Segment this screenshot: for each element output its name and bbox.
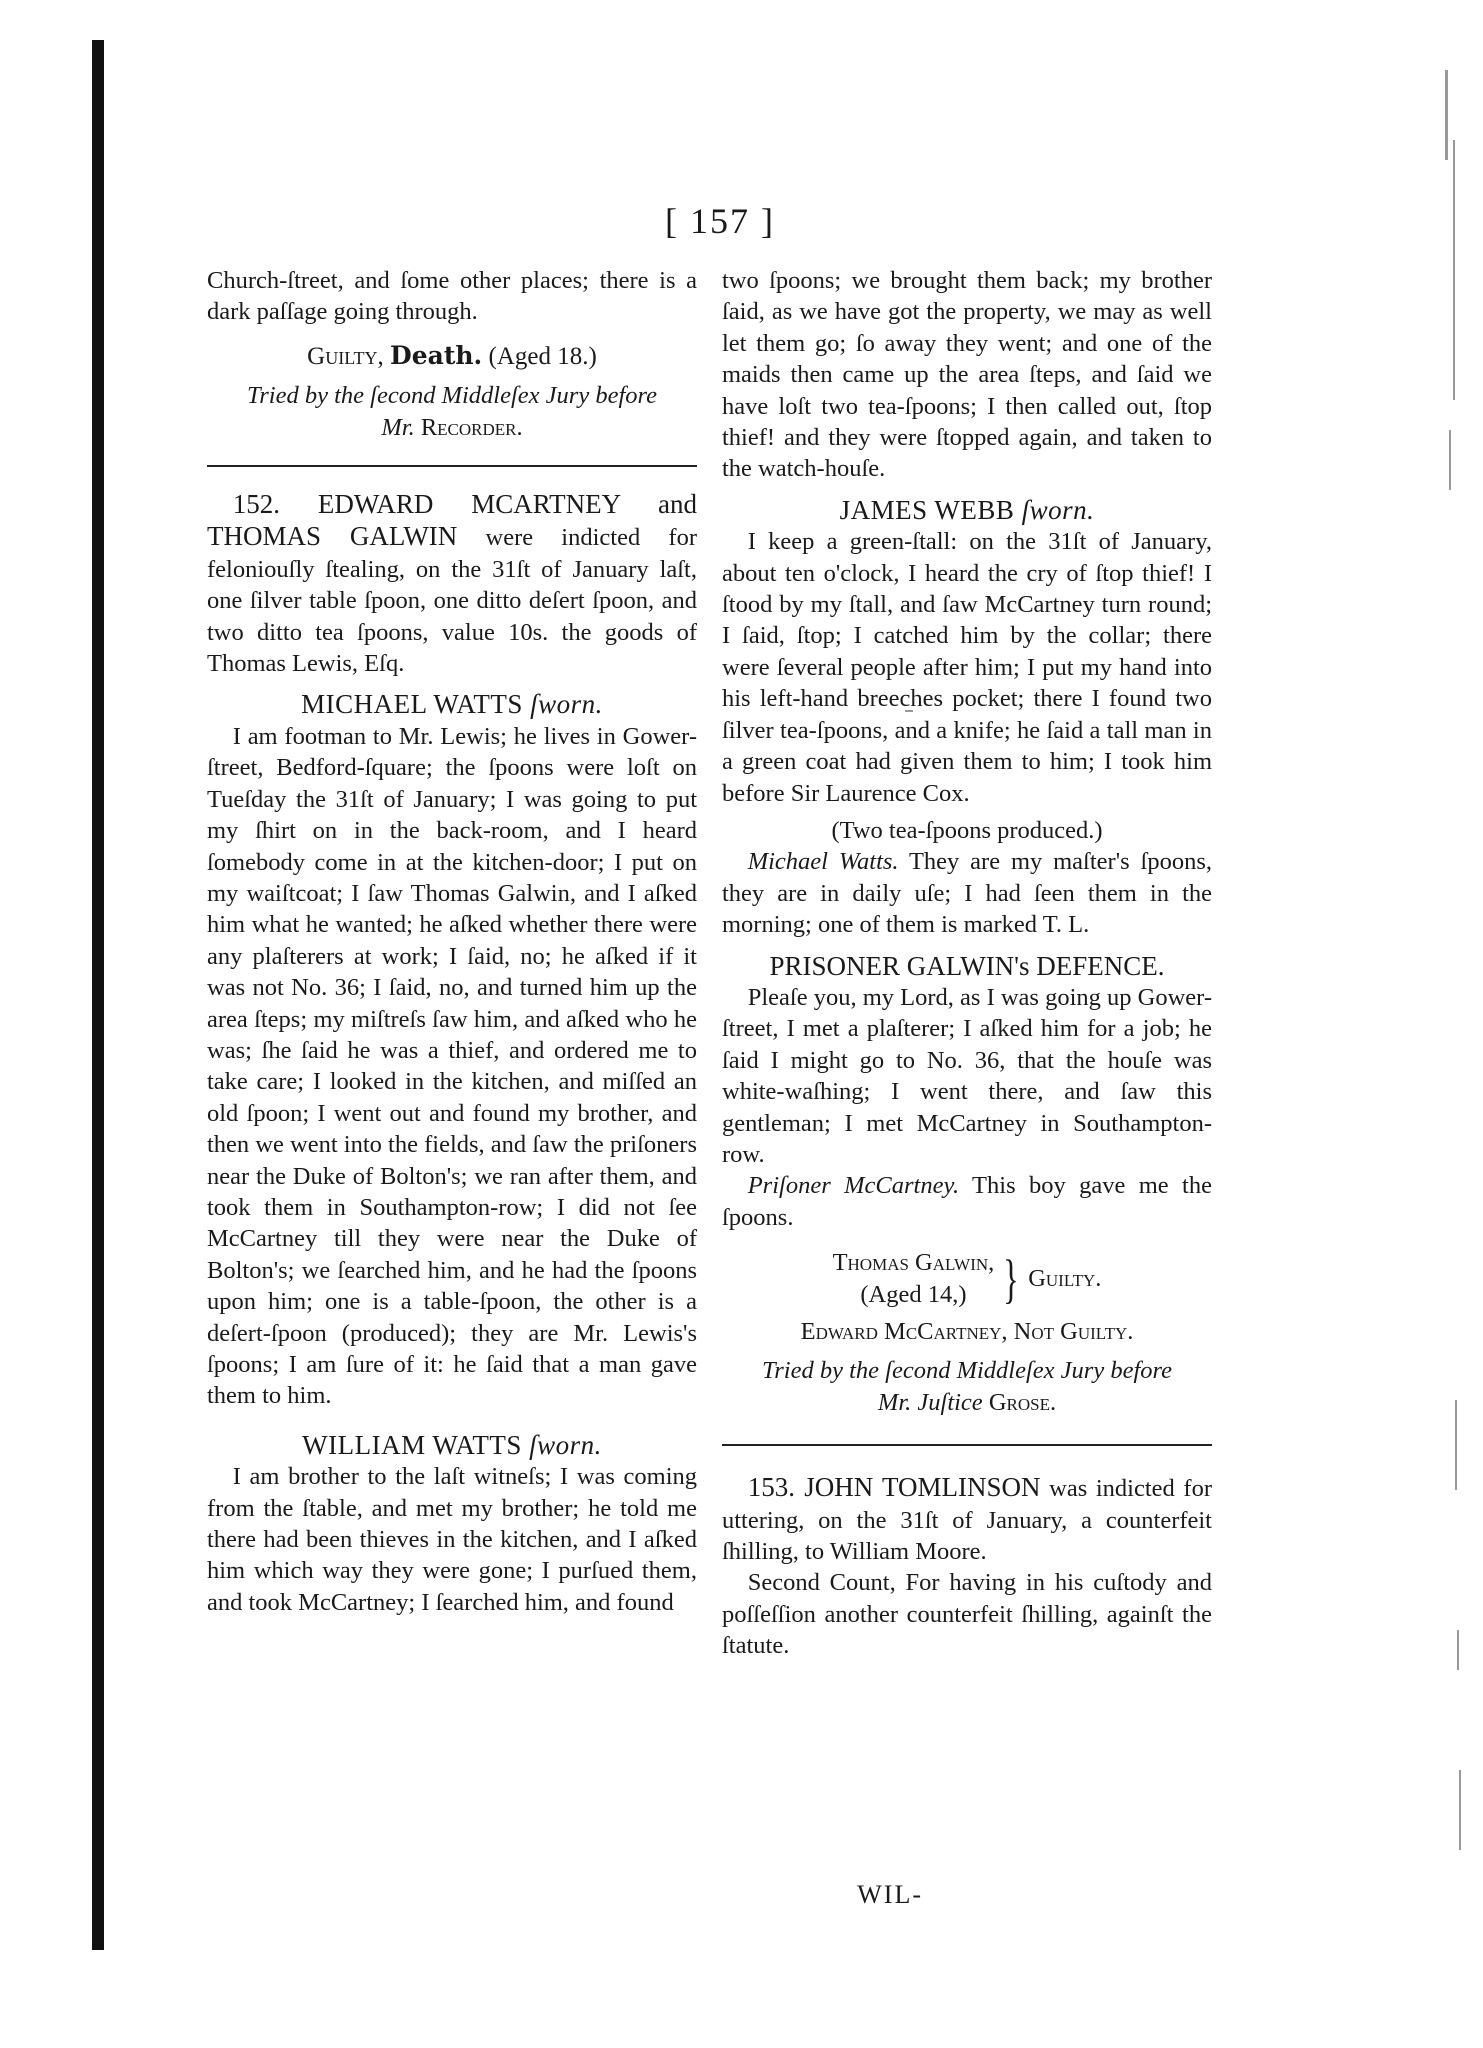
- exhibit-note: (Two tea-ſpoons produced.): [831, 816, 1103, 844]
- catchword: WIL-: [857, 1880, 923, 1909]
- defence-text: Pleaſe you, my Lord, as I was going up Gower-ſtreet, I met a plaſterer; I aſked him for a job; he ſaid I might go to No. 36, that the houſe was white-waſhing; I went there, and ſaw this gentleman; I met McCartney in Southampton-row.: [722, 983, 1212, 1168]
- verdict-age: (Aged 18.): [482, 342, 597, 370]
- tried-by-note: [722, 1355, 1212, 1418]
- witness-statement: Michael Watts. They are my maſter's ſpoons, they are in daily uſe; I had ſeen them in the morning; one of them is marked T. L.: [722, 848, 1212, 939]
- prisoner-statement: Priſoner McCartney. This boy gave me the ſpoons.: [722, 1172, 1212, 1231]
- verdict-sentence: Death.: [390, 340, 483, 370]
- verdict-word: Guilty,: [307, 342, 391, 370]
- defendant-age: (Aged 14,): [860, 1280, 967, 1308]
- case-names: EDWARD MCARTNEY and THOMAS GALWIN: [207, 489, 697, 552]
- defence-heading: PRISONER GALWIN's DEFENCE.: [769, 950, 1165, 981]
- galwin-verdict: [722, 1247, 1212, 1310]
- defendant-name: Thomas Galwin,: [832, 1249, 995, 1277]
- tried-line-1: Tried by the ſecond Middleſex Jury before: [246, 382, 658, 410]
- second-count: Second Count, For having in his cuſtody and poſſeſſion another counterfeit ſhilling, againſt the ſtatute.: [722, 1569, 1212, 1660]
- verdict-line: [207, 340, 697, 372]
- section-rule: [722, 1444, 1212, 1446]
- tried-line-1: Tried by the ſecond Middleſex Jury before: [761, 1357, 1173, 1385]
- witness-testimony: I am brother to the laſt witneſs; I was coming from the ſtable, and met my brother; he told me there had been thieves in the kitchen, and I aſked him which way they were gone; I purſued them, and took McCartney; I ſearched him, and found: [207, 1463, 697, 1616]
- witness-testimony: I am footman to Mr. Lewis; he lives in Gower-ſtreet, Bedford-ſquare; the ſpoons were loſt on Tueſday the 31ſt of January; I was going to put my ſhirt on in the back-room, and I heard ſomebody come in at the kitchen-door; I put on my waiſtcoat; I ſaw Thomas Galwin, and I aſked him what he wanted; he aſked whether there were any plaſterers at work; I ſaid, no; he aſked if it was not No. 36; I ſaid, no, and turned him up the area ſteps; my miſtreſs ſaw him, and aſked who he was; ſhe ſaid he was a thief, and ordered me to take care; I looked in the kitchen, and miſſed an old ſpoon; I went out and found my brother, and then we went into the fields, and ſaw the priſoners near the Duke of Bolton's; we ran after them, and took them in Southampton-row; I did not ſee McCartney till they were near the Duke of Bolton's; we ſearched him, and he had the ſpoons upon him; one is a table-ſpoon, the other is a deſert-ſpoon (produced); they are Mr. Lewis's ſpoons; I am ſure of it: he ſaid that a man gave them to him.: [207, 722, 697, 1410]
- tried-line-2: Mr. Juſtice Grose.: [877, 1388, 1057, 1416]
- case-number: 152.: [232, 489, 280, 520]
- tried-by-note: [207, 380, 697, 443]
- page-binding-edge: [92, 40, 104, 1950]
- witness-heading: WILLIAM WATTS ſworn.: [302, 1429, 602, 1460]
- verdict-word: Guilty.: [1028, 1264, 1102, 1292]
- continuation-text: Church-ſtreet, and ſome other places; there is a dark paſſage going through.: [207, 267, 697, 326]
- indictment-152: [207, 489, 697, 679]
- left-column: [207, 265, 697, 1618]
- page-number: [ 157 ]: [665, 201, 775, 241]
- witness-heading: JAMES WEBB ſworn.: [839, 494, 1095, 525]
- indictment-153: [722, 1472, 1212, 1567]
- case-names: JOHN TOMLINSON: [794, 1472, 1041, 1503]
- witness-testimony: I keep a green-ſtall: on the 31ſt of January, about ten o'clock, I heard the cry of ſtop thief! I ſtood by my ſtall, and ſaw McCartney turn round; I ſaid, ſtop; I catched him by the collar; there were ſeveral people after him; I put my hand into his left-hand breeches pocket; there I found two ſilver tea-ſpoons, and a knife; he ſaid a tall man in a green coat had given them to him; I took him before Sir Laurence Cox.: [722, 528, 1212, 807]
- tried-line-2: Mr. Recorder.: [381, 413, 523, 441]
- case-number: 153.: [747, 1472, 795, 1503]
- continuation-text: two ſpoons; we brought them back; my brother ſaid, as we have got the property, we may as well let them go; ſo away they went; and one of the maids then came up the area ſteps, and ſaid we have loſt two tea-ſpoons; I then called out, ſtop thief! and they were ſtopped again, and taken to the watch-houſe.: [722, 267, 1212, 483]
- scan-noise-marks: [1435, 70, 1475, 1970]
- section-rule: [207, 465, 697, 467]
- witness-heading: MICHAEL WATTS ſworn.: [301, 689, 603, 720]
- mccartney-verdict: Edward McCartney, Not Guilty.: [800, 1318, 1134, 1345]
- right-column: [722, 265, 1212, 1662]
- case-text: were indicted for feloniouſly ſtealing, on the 31ſt of January laſt, one ſilver table ſpoon, one ditto deſert ſpoon, and two ditto tea ſpoons, value 10s. the goods of Thomas Lewis, Eſq.: [207, 524, 697, 678]
- brace-glyph: }: [1003, 1248, 1020, 1309]
- case-text: was indicted for uttering, on the 31ſt of January, a counterfeit ſhilling, to William Moore.: [722, 1475, 1212, 1566]
